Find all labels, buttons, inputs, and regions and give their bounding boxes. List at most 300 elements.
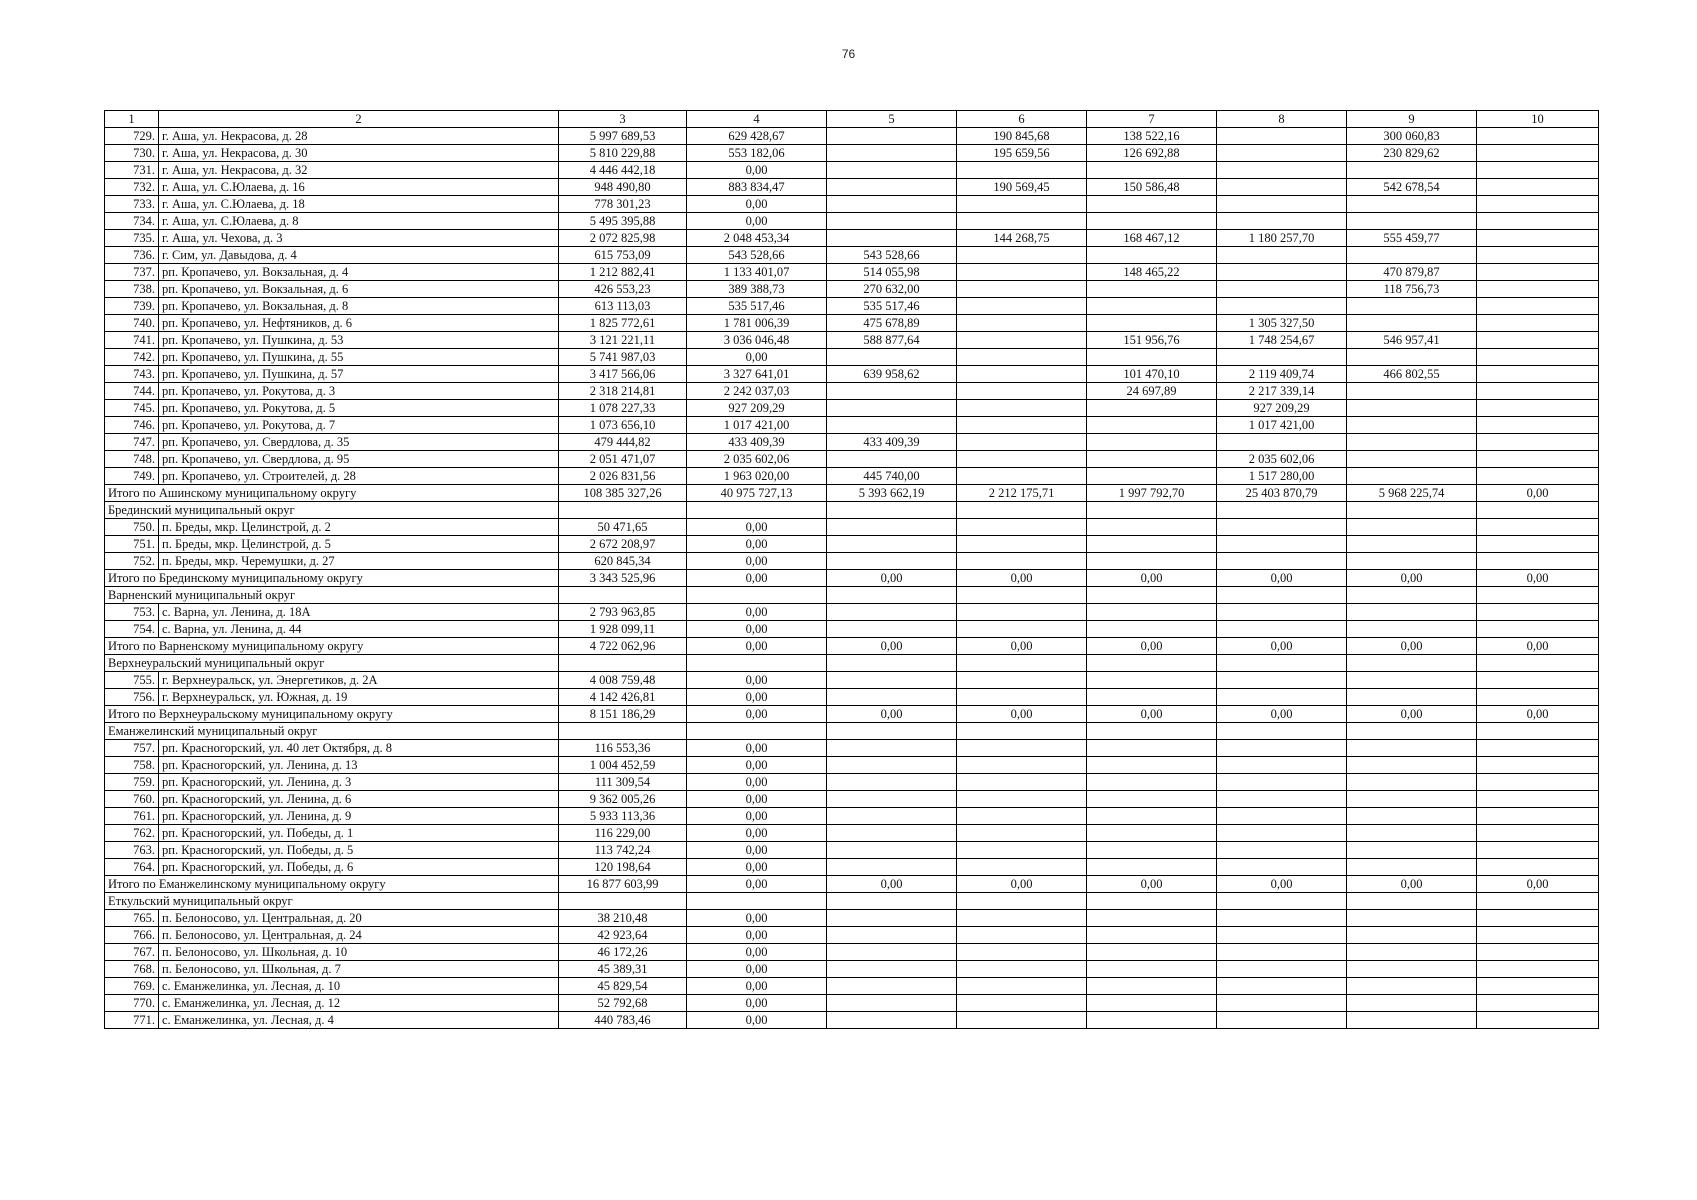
- value-cell: [1347, 757, 1477, 774]
- value-cell: [1477, 604, 1599, 621]
- value-cell: [1477, 264, 1599, 281]
- value-cell: [1347, 927, 1477, 944]
- value-cell: 0,00: [687, 859, 827, 876]
- value-cell: [1217, 298, 1347, 315]
- address-cell: рп. Красногорский, ул. Ленина, д. 3: [159, 774, 559, 791]
- value-cell: [1087, 315, 1217, 332]
- row-number: 745.: [105, 400, 159, 417]
- value-cell: 150 586,48: [1087, 179, 1217, 196]
- row-number: 738.: [105, 281, 159, 298]
- value-cell: 433 409,39: [687, 434, 827, 451]
- value-cell: 3 327 641,01: [687, 366, 827, 383]
- total-label: Итого по Ашинскому муниципальному округу: [105, 485, 559, 502]
- value-cell: 1 748 254,67: [1217, 332, 1347, 349]
- value-cell: [1217, 740, 1347, 757]
- value-cell: [957, 366, 1087, 383]
- address-cell: рп. Кропачево, ул. Вокзальная, д. 8: [159, 298, 559, 315]
- value-cell: [1477, 995, 1599, 1012]
- value-cell: 2 035 602,06: [1217, 451, 1347, 468]
- value-cell: 190 845,68: [957, 128, 1087, 145]
- total-value-cell: 0,00: [1347, 570, 1477, 587]
- total-value-cell: 5 393 662,19: [827, 485, 957, 502]
- address-cell: г. Верхнеуральск, ул. Южная, д. 19: [159, 689, 559, 706]
- value-cell: 778 301,23: [559, 196, 687, 213]
- value-cell: [1477, 332, 1599, 349]
- value-cell: 0,00: [687, 774, 827, 791]
- value-cell: [1347, 774, 1477, 791]
- empty-cell: [1347, 723, 1477, 740]
- empty-cell: [1477, 502, 1599, 519]
- value-cell: [957, 944, 1087, 961]
- table-row: [105, 995, 1599, 1012]
- value-cell: [1217, 434, 1347, 451]
- value-cell: 151 956,76: [1087, 332, 1217, 349]
- value-cell: [1477, 689, 1599, 706]
- value-cell: [1087, 672, 1217, 689]
- empty-cell: [1217, 587, 1347, 604]
- value-cell: [1087, 774, 1217, 791]
- header-cell: 10: [1477, 111, 1599, 128]
- address-cell: с. Варна, ул. Ленина, д. 44: [159, 621, 559, 638]
- value-cell: 0,00: [687, 604, 827, 621]
- total-value-cell: 4 722 062,96: [559, 638, 687, 655]
- value-cell: [1477, 672, 1599, 689]
- empty-cell: [827, 502, 957, 519]
- section-title: Варненский муниципальный округ: [105, 587, 559, 604]
- total-value-cell: 1 997 792,70: [1087, 485, 1217, 502]
- value-cell: 4 008 759,48: [559, 672, 687, 689]
- value-cell: [1347, 519, 1477, 536]
- table-row: [105, 179, 1599, 196]
- row-number: 752.: [105, 553, 159, 570]
- value-cell: [1217, 689, 1347, 706]
- total-value-cell: 0,00: [1087, 706, 1217, 723]
- value-cell: [1087, 859, 1217, 876]
- value-cell: 0,00: [687, 213, 827, 230]
- address-cell: рп. Кропачево, ул. Нефтяников, д. 6: [159, 315, 559, 332]
- row-number: 761.: [105, 808, 159, 825]
- value-cell: 543 528,66: [687, 247, 827, 264]
- table-row: [105, 349, 1599, 366]
- value-cell: 168 467,12: [1087, 230, 1217, 247]
- value-cell: [957, 196, 1087, 213]
- value-cell: 588 877,64: [827, 332, 957, 349]
- value-cell: [957, 689, 1087, 706]
- address-cell: п. Бреды, мкр. Черемушки, д. 27: [159, 553, 559, 570]
- total-row: [105, 570, 1599, 587]
- table-row: [105, 264, 1599, 281]
- value-cell: [827, 213, 957, 230]
- value-cell: 2 072 825,98: [559, 230, 687, 247]
- value-cell: [1477, 519, 1599, 536]
- table-row: [105, 927, 1599, 944]
- value-cell: [1347, 978, 1477, 995]
- value-cell: 138 522,16: [1087, 128, 1217, 145]
- value-cell: [1217, 162, 1347, 179]
- value-cell: [827, 604, 957, 621]
- value-cell: 116 553,36: [559, 740, 687, 757]
- empty-cell: [559, 655, 687, 672]
- total-value-cell: 0,00: [957, 570, 1087, 587]
- value-cell: [1347, 842, 1477, 859]
- empty-cell: [1477, 655, 1599, 672]
- value-cell: [1087, 978, 1217, 995]
- value-cell: [827, 910, 957, 927]
- section-row: [105, 587, 1599, 604]
- row-number: 746.: [105, 417, 159, 434]
- empty-cell: [1217, 655, 1347, 672]
- value-cell: [1347, 740, 1477, 757]
- value-cell: 0,00: [687, 791, 827, 808]
- address-cell: рп. Кропачево, ул. Строителей, д. 28: [159, 468, 559, 485]
- value-cell: 440 783,46: [559, 1012, 687, 1029]
- value-cell: 0,00: [687, 757, 827, 774]
- value-cell: [957, 247, 1087, 264]
- value-cell: [1347, 349, 1477, 366]
- value-cell: [1087, 995, 1217, 1012]
- value-cell: [1217, 961, 1347, 978]
- empty-cell: [687, 723, 827, 740]
- empty-cell: [1087, 587, 1217, 604]
- value-cell: [1347, 213, 1477, 230]
- value-cell: 270 632,00: [827, 281, 957, 298]
- value-cell: 613 113,03: [559, 298, 687, 315]
- empty-cell: [687, 893, 827, 910]
- value-cell: [1347, 383, 1477, 400]
- empty-cell: [687, 655, 827, 672]
- value-cell: [957, 553, 1087, 570]
- table-row: [105, 247, 1599, 264]
- value-cell: 1 781 006,39: [687, 315, 827, 332]
- address-cell: рп. Кропачево, ул. Пушкина, д. 57: [159, 366, 559, 383]
- total-value-cell: 0,00: [1217, 876, 1347, 893]
- value-cell: [1217, 145, 1347, 162]
- address-cell: с. Еманжелинка, ул. Лесная, д. 10: [159, 978, 559, 995]
- value-cell: 535 517,46: [687, 298, 827, 315]
- row-number: 763.: [105, 842, 159, 859]
- row-number: 765.: [105, 910, 159, 927]
- value-cell: [1217, 247, 1347, 264]
- value-cell: 615 753,09: [559, 247, 687, 264]
- value-cell: 120 198,64: [559, 859, 687, 876]
- value-cell: [827, 757, 957, 774]
- value-cell: 542 678,54: [1347, 179, 1477, 196]
- value-cell: 543 528,66: [827, 247, 957, 264]
- value-cell: 46 172,26: [559, 944, 687, 961]
- total-label: Итого по Еманжелинскому муниципальному округу: [105, 876, 559, 893]
- value-cell: [1477, 842, 1599, 859]
- value-cell: [827, 162, 957, 179]
- value-cell: 639 958,62: [827, 366, 957, 383]
- value-cell: [1347, 1012, 1477, 1029]
- table-row: [105, 740, 1599, 757]
- total-value-cell: 0,00: [687, 638, 827, 655]
- value-cell: [1087, 740, 1217, 757]
- value-cell: [957, 315, 1087, 332]
- value-cell: 2 672 208,97: [559, 536, 687, 553]
- empty-cell: [1347, 587, 1477, 604]
- value-cell: [827, 842, 957, 859]
- value-cell: [957, 434, 1087, 451]
- value-cell: [1087, 196, 1217, 213]
- address-cell: рп. Кропачево, ул. Вокзальная, д. 4: [159, 264, 559, 281]
- value-cell: 45 389,31: [559, 961, 687, 978]
- value-cell: [1087, 468, 1217, 485]
- value-cell: 0,00: [687, 910, 827, 927]
- empty-cell: [559, 587, 687, 604]
- value-cell: [1087, 689, 1217, 706]
- row-number: 739.: [105, 298, 159, 315]
- data-table: [104, 110, 1599, 1029]
- header-cell: 2: [159, 111, 559, 128]
- value-cell: 1 004 452,59: [559, 757, 687, 774]
- row-number: 730.: [105, 145, 159, 162]
- row-number: 729.: [105, 128, 159, 145]
- value-cell: [1217, 910, 1347, 927]
- total-value-cell: 0,00: [1477, 638, 1599, 655]
- value-cell: 9 362 005,26: [559, 791, 687, 808]
- row-number: 757.: [105, 740, 159, 757]
- value-cell: [1217, 519, 1347, 536]
- value-cell: [1087, 604, 1217, 621]
- section-title: Брединский муниципальный округ: [105, 502, 559, 519]
- value-cell: [957, 740, 1087, 757]
- value-cell: [827, 961, 957, 978]
- empty-cell: [559, 893, 687, 910]
- value-cell: 4 446 442,18: [559, 162, 687, 179]
- total-value-cell: 0,00: [1477, 570, 1599, 587]
- value-cell: 118 756,73: [1347, 281, 1477, 298]
- value-cell: [1477, 944, 1599, 961]
- address-cell: г. Аша, ул. Некрасова, д. 28: [159, 128, 559, 145]
- total-label: Итого по Верхнеуральскому муниципальному округу: [105, 706, 559, 723]
- row-number: 734.: [105, 213, 159, 230]
- address-cell: г. Аша, ул. С.Юлаева, д. 18: [159, 196, 559, 213]
- value-cell: [957, 961, 1087, 978]
- total-value-cell: 0,00: [1217, 706, 1347, 723]
- value-cell: [1087, 349, 1217, 366]
- value-cell: 948 490,80: [559, 179, 687, 196]
- value-cell: [1087, 621, 1217, 638]
- total-value-cell: 0,00: [1347, 876, 1477, 893]
- value-cell: [1347, 400, 1477, 417]
- value-cell: [827, 383, 957, 400]
- value-cell: [1217, 774, 1347, 791]
- empty-cell: [827, 723, 957, 740]
- value-cell: 0,00: [687, 927, 827, 944]
- address-cell: рп. Красногорский, ул. Победы, д. 5: [159, 842, 559, 859]
- value-cell: [827, 621, 957, 638]
- value-cell: 116 229,00: [559, 825, 687, 842]
- value-cell: 1 305 327,50: [1217, 315, 1347, 332]
- row-number: 753.: [105, 604, 159, 621]
- total-value-cell: 2 212 175,71: [957, 485, 1087, 502]
- row-number: 731.: [105, 162, 159, 179]
- value-cell: 1 517 280,00: [1217, 468, 1347, 485]
- address-cell: г. Аша, ул. Некрасова, д. 32: [159, 162, 559, 179]
- value-cell: 38 210,48: [559, 910, 687, 927]
- row-number: 754.: [105, 621, 159, 638]
- value-cell: [1477, 366, 1599, 383]
- value-cell: 535 517,46: [827, 298, 957, 315]
- total-value-cell: 25 403 870,79: [1217, 485, 1347, 502]
- value-cell: [1347, 247, 1477, 264]
- empty-cell: [1347, 893, 1477, 910]
- value-cell: [827, 689, 957, 706]
- value-cell: [1087, 281, 1217, 298]
- value-cell: 0,00: [687, 349, 827, 366]
- total-label: Итого по Варненскому муниципальному округу: [105, 638, 559, 655]
- value-cell: [957, 757, 1087, 774]
- value-cell: [1087, 213, 1217, 230]
- row-number: 766.: [105, 927, 159, 944]
- header-row: [105, 111, 1599, 128]
- value-cell: [1347, 910, 1477, 927]
- value-cell: [1347, 672, 1477, 689]
- value-cell: [1087, 927, 1217, 944]
- table-row: [105, 910, 1599, 927]
- row-number: 740.: [105, 315, 159, 332]
- row-number: 758.: [105, 757, 159, 774]
- value-cell: 1 825 772,61: [559, 315, 687, 332]
- total-value-cell: 0,00: [1087, 876, 1217, 893]
- total-value-cell: 40 975 727,13: [687, 485, 827, 502]
- value-cell: [1347, 298, 1477, 315]
- value-cell: 0,00: [687, 553, 827, 570]
- value-cell: [1347, 944, 1477, 961]
- address-cell: с. Еманжелинка, ул. Лесная, д. 4: [159, 1012, 559, 1029]
- value-cell: 2 026 831,56: [559, 468, 687, 485]
- total-value-cell: 0,00: [957, 638, 1087, 655]
- table-row: [105, 621, 1599, 638]
- value-cell: [827, 536, 957, 553]
- value-cell: [1477, 859, 1599, 876]
- value-cell: [827, 400, 957, 417]
- value-cell: [1477, 808, 1599, 825]
- table-row: [105, 468, 1599, 485]
- value-cell: 300 060,83: [1347, 128, 1477, 145]
- value-cell: [1347, 621, 1477, 638]
- header-cell: 8: [1217, 111, 1347, 128]
- value-cell: [1087, 842, 1217, 859]
- total-row: [105, 706, 1599, 723]
- empty-cell: [957, 723, 1087, 740]
- value-cell: [1217, 553, 1347, 570]
- value-cell: [957, 604, 1087, 621]
- row-number: 759.: [105, 774, 159, 791]
- empty-cell: [1087, 893, 1217, 910]
- value-cell: 3 121 221,11: [559, 332, 687, 349]
- value-cell: 0,00: [687, 689, 827, 706]
- value-cell: [1087, 910, 1217, 927]
- value-cell: [1217, 604, 1347, 621]
- section-title: Еткульский муниципальный округ: [105, 893, 559, 910]
- value-cell: [957, 995, 1087, 1012]
- table-row: [105, 859, 1599, 876]
- empty-cell: [957, 655, 1087, 672]
- value-cell: [827, 774, 957, 791]
- value-cell: [827, 417, 957, 434]
- value-cell: [957, 162, 1087, 179]
- row-number: 751.: [105, 536, 159, 553]
- total-value-cell: 0,00: [957, 706, 1087, 723]
- value-cell: 2 242 037,03: [687, 383, 827, 400]
- value-cell: 466 802,55: [1347, 366, 1477, 383]
- value-cell: [1477, 417, 1599, 434]
- address-cell: г. Аша, ул. С.Юлаева, д. 8: [159, 213, 559, 230]
- value-cell: 389 388,73: [687, 281, 827, 298]
- address-cell: с. Еманжелинка, ул. Лесная, д. 12: [159, 995, 559, 1012]
- value-cell: [1477, 553, 1599, 570]
- total-value-cell: 0,00: [957, 876, 1087, 893]
- value-cell: [957, 349, 1087, 366]
- value-cell: 0,00: [687, 842, 827, 859]
- table-row: [105, 434, 1599, 451]
- value-cell: [1087, 961, 1217, 978]
- table-row: [105, 383, 1599, 400]
- address-cell: п. Белоносово, ул. Школьная, д. 10: [159, 944, 559, 961]
- table-row: [105, 536, 1599, 553]
- value-cell: [957, 978, 1087, 995]
- value-cell: [957, 910, 1087, 927]
- value-cell: 470 879,87: [1347, 264, 1477, 281]
- value-cell: [1217, 944, 1347, 961]
- value-cell: [827, 553, 957, 570]
- value-cell: [957, 383, 1087, 400]
- table-row: [105, 128, 1599, 145]
- value-cell: [957, 842, 1087, 859]
- row-number: 735.: [105, 230, 159, 247]
- value-cell: 883 834,47: [687, 179, 827, 196]
- value-cell: [1217, 196, 1347, 213]
- total-value-cell: 0,00: [827, 638, 957, 655]
- value-cell: [827, 519, 957, 536]
- empty-cell: [1217, 502, 1347, 519]
- value-cell: [827, 230, 957, 247]
- value-cell: 2 318 214,81: [559, 383, 687, 400]
- value-cell: 2 035 602,06: [687, 451, 827, 468]
- address-cell: рп. Красногорский, ул. Победы, д. 6: [159, 859, 559, 876]
- value-cell: [957, 927, 1087, 944]
- empty-cell: [1217, 893, 1347, 910]
- table-row: [105, 213, 1599, 230]
- address-cell: п. Бреды, мкр. Целинстрой, д. 2: [159, 519, 559, 536]
- header-cell: 9: [1347, 111, 1477, 128]
- value-cell: [1477, 757, 1599, 774]
- table-row: [105, 417, 1599, 434]
- empty-cell: [1477, 723, 1599, 740]
- value-cell: [1347, 689, 1477, 706]
- value-cell: 42 923,64: [559, 927, 687, 944]
- value-cell: [1477, 213, 1599, 230]
- value-cell: 1 928 099,11: [559, 621, 687, 638]
- value-cell: [957, 672, 1087, 689]
- value-cell: [827, 808, 957, 825]
- address-cell: п. Бреды, мкр. Целинстрой, д. 5: [159, 536, 559, 553]
- value-cell: [1087, 162, 1217, 179]
- value-cell: [1477, 247, 1599, 264]
- value-cell: [1477, 910, 1599, 927]
- table-body: [105, 111, 1599, 1029]
- header-cell: 3: [559, 111, 687, 128]
- value-cell: [957, 791, 1087, 808]
- value-cell: 0,00: [687, 672, 827, 689]
- total-value-cell: 0,00: [1347, 638, 1477, 655]
- value-cell: [1217, 859, 1347, 876]
- value-cell: [827, 859, 957, 876]
- value-cell: 0,00: [687, 536, 827, 553]
- value-cell: [1477, 774, 1599, 791]
